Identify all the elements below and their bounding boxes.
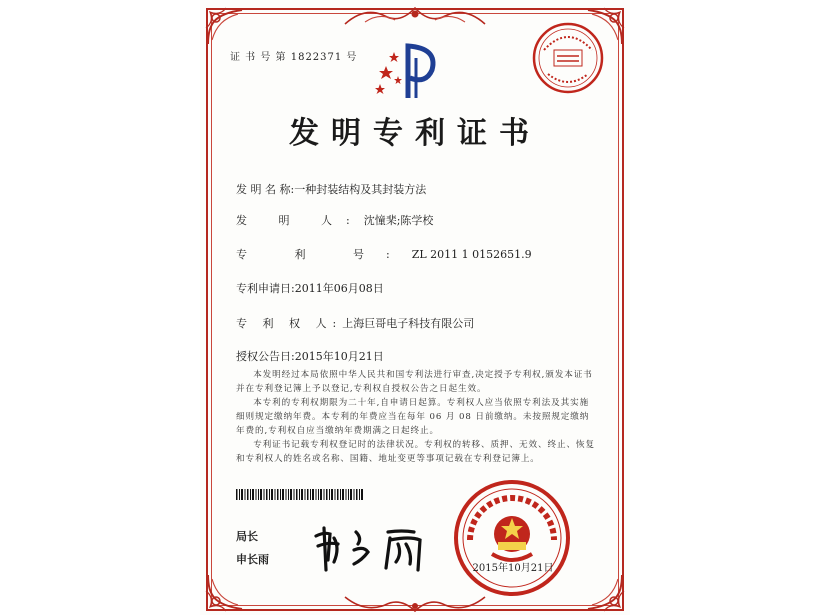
invention-name-label: 发 明 名 称:	[236, 183, 295, 196]
legal-paragraph: 专利证书记载专利权登记时的法律状况。专利权的转移、质押、无效、终止、恢复和专利权人的姓名或名称、国籍、地址变更等事项记载在专利登记簿上。	[236, 440, 595, 464]
patentee-label: 专 利 权 人:	[236, 317, 343, 330]
inventor-value: 沈憧棐;陈学校	[363, 214, 434, 227]
legal-paragraph: 本专利的专利权期限为二十年,自申请日起算。专利权人应当依照专利法及其实施细则规定缴纳年费。本专利的年费应当在每年 06 月 08 日前缴纳。未按照规定缴纳年费的,专利权自应当缴纳年费期满之日起终止。	[236, 398, 590, 436]
inventor-row	[236, 212, 433, 228]
corner-ornament-icon	[202, 569, 248, 615]
certificate	[200, 0, 630, 615]
corner-ornament-icon	[202, 4, 248, 50]
filing-date-row	[236, 280, 384, 296]
top-ornament-icon	[335, 2, 495, 28]
inventor-label: 发 明 人:	[236, 214, 364, 227]
director-name: 申长雨	[236, 553, 269, 566]
barcode-icon	[236, 489, 364, 500]
signature-icon	[310, 518, 440, 576]
patent-number-row	[236, 246, 532, 262]
invention-name-value: 一种封装结构及其封装方法	[294, 183, 427, 196]
patentee-row	[236, 315, 474, 331]
grant-date-label: 授权公告日:	[236, 350, 295, 363]
certificate-title: 发明专利证书	[289, 116, 541, 151]
corner-ornament-icon	[582, 569, 628, 615]
legal-statement	[236, 368, 596, 466]
grant-date-row	[236, 348, 384, 364]
patent-number-label: 专 利 号:	[236, 248, 412, 261]
legal-paragraph: 本发明经过本局依照中华人民共和国专利法进行审查,决定授予专利权,颁发本证书并在专利登记簿上予以登记,专利权自授权公告之日起生效。	[236, 370, 593, 394]
grant-date-value: 2015年10月21日	[294, 350, 384, 363]
director-title: 局长	[236, 530, 258, 543]
sipo-logo-icon	[372, 38, 442, 100]
seal-date: 2015年10月21日	[472, 563, 554, 574]
patentee-value: 上海巨哥电子科技有限公司	[342, 317, 475, 330]
patent-number-value: ZL 2011 1 0152651.9	[411, 248, 532, 261]
certificate-number: 证 书 号 第 1822371 号	[230, 52, 358, 63]
invention-name-row	[236, 181, 426, 197]
official-seal-icon	[452, 478, 572, 598]
stamp-seal-icon	[530, 20, 606, 96]
filing-date-label: 专利申请日:	[236, 282, 295, 295]
filing-date-value: 2011年06月08日	[294, 282, 384, 295]
